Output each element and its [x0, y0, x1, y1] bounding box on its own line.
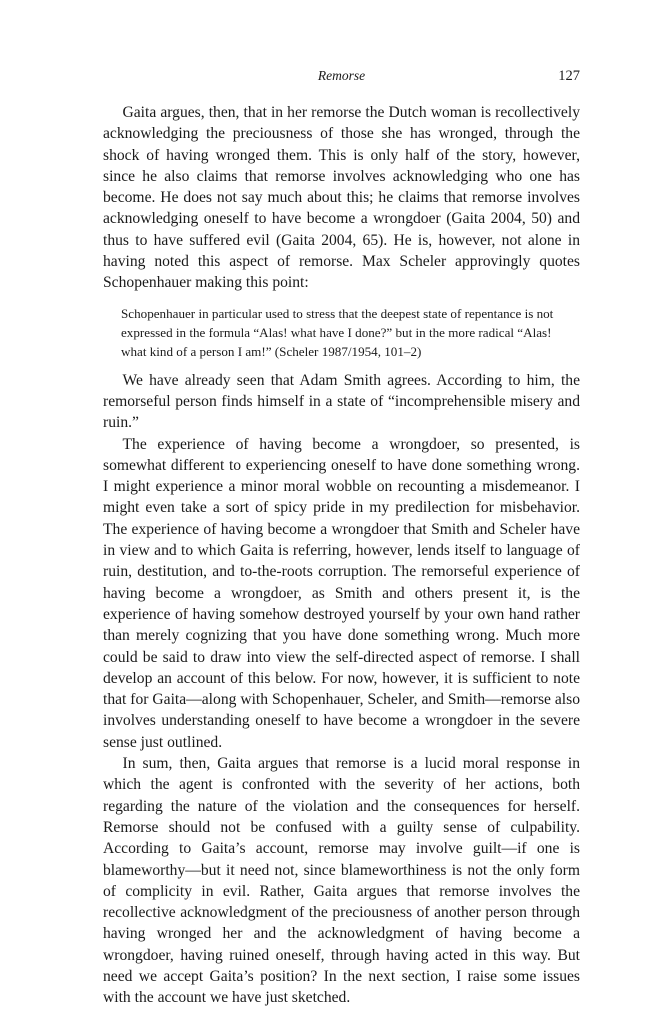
block-quote — [103, 304, 580, 361]
block-quote-text: Schopenhauer in particular used to stress that the deepest state of repentance is not expressed in the formula “Alas! what have I done?” but in the more radical “Alas! what kind of a person I am!” (Scheler 1987/1954, 101–2) — [121, 305, 554, 359]
paragraph-3: The experience of having become a wrongdoer, so presented, is somewhat different to experiencing oneself to have done something wrong. I might experience a minor moral wobble on recounting a misdemeanor. I might even take a sort of spicy pride in my predilection for misbehavior. The experience of having become a wrongdoer that Smith and Scheler have in view and to which Gaita is referring, however, lends itself to language of ruin, destitution, and to-the-roots corruption. The remorseful experience of having become a wrongdoer, as Smith and others present it, is the experience of having somehow destroyed yourself by your own hand rather than merely cognizing that you have done something wrong. Much more could be said to draw into view the self-directed aspect of remorse. I shall develop an account of this below. For now, however, it is sufficient to note that for Gaita—along with Schopenhauer, Scheler, and Smith—remorse also involves understanding oneself to have become a wrongdoer in the severe sense just outlined. — [103, 435, 580, 751]
page-header — [103, 66, 580, 86]
paragraph-1: Gaita argues, then, that in her remorse the Dutch woman is recollectively acknowledging the preciousness of those she has wronged, through the shock of having wronged them. This is only half of the story, however, since he also claims that remorse involves acknowledging who one has become. He does not say much about this; he claims that remorse involves acknowledging oneself to have become a wrongdoer (Gaita 2004, 50) and thus to have suffered evil (Gaita 2004, 65). He is, however, not alone in having noted this aspect of remorse. Max Scheler approvingly quotes Schopenhauer making this point: — [103, 104, 580, 292]
body-text — [103, 102, 580, 1009]
paragraph-2: We have already seen that Adam Smith agrees. According to him, the remorseful person finds himself in a state of “incomprehensible misery and ruin.” — [103, 371, 580, 432]
paragraph-4: In sum, then, Gaita argues that remorse is a lucid moral response in which the agent is confronted with the severity of her actions, both regarding the nature of the violation and the consequences for herself. Remorse should not be confused with a guilty sense of culpability. According to Gaita’s account, remorse may involve guilt—if one is blameworthy—but it need not, since blameworthiness is not the only form of complicity in evil. Rather, Gaita argues that remorse involves the recollective acknowledgment of the preciousness of another person through having wronged her and the acknowledgment of having become a wrongdoer, having ruined oneself, through having acted in this way. But need we accept Gaita’s position? In the next section, I raise some issues with the account we have just sketched. — [103, 755, 580, 1007]
running-head: Remorse — [317, 68, 366, 83]
page-number: 127 — [558, 68, 580, 84]
